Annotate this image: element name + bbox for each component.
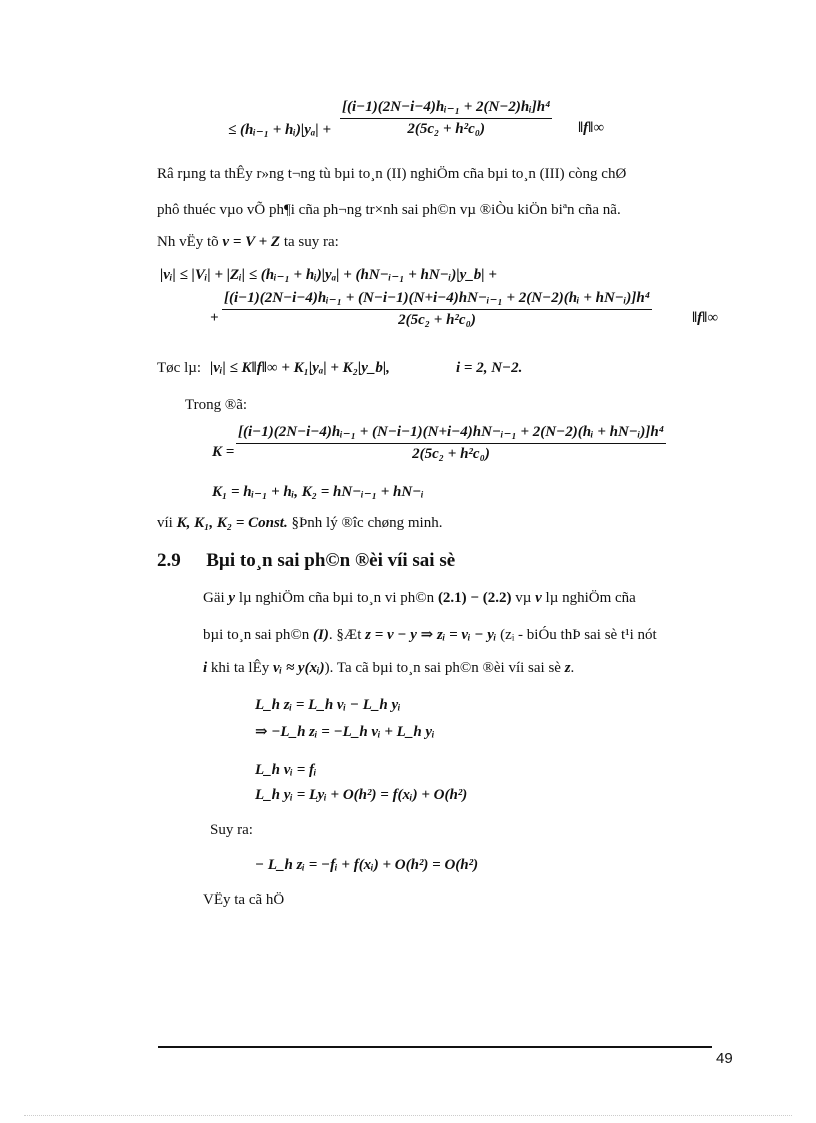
voi-math: K, K₁, K₂ = Const. [176,515,288,531]
p3-l1-f: v [535,590,542,606]
p3-l2-a: bµi to¸n sai ph©n [203,627,310,643]
eq-block-line4: L_h yᵢ = Lyᵢ + O(h²) = f(xᵢ) + O(h²) [255,787,468,803]
eq-ineq-numerator: [(i−1)(2N−i−4)hᵢ₋₁ + (N−i−1)(N+i−4)hN−ᵢ₋₁ + 2(N−2)(hᵢ + hN−ᵢ)]h⁴ [222,288,652,310]
p3-l3-d: ). Ta cã bµi to¸n sai ph©n ®èi víi sai sè [324,660,561,676]
p3-l3-e: z [564,660,571,676]
section-heading [157,550,455,572]
eq-top-numerator: [(i−1)(2N−i−4)hᵢ₋₁ + 2(N−2)hᵢ]h⁴ [340,97,552,119]
eq-k-numerator: [(i−1)(2N−i−4)hᵢ₋₁ + (N−i−1)(N+i−4)hN−ᵢ₋₁ + 2(N−2)(hᵢ + hN−ᵢ)]h⁴ [236,422,666,444]
page-bottom-border [24,1115,792,1116]
p3-l2-c: . §Æt [328,627,362,643]
p3-l2-d: z = v − y ⇒ zᵢ = vᵢ − yᵢ [365,627,497,643]
para1-line1: Râ rµng ta thÊy r»ng t¬ng tù bµi to¸n (II) nghiÖm cña bµi to¸n (III) còng chØ [157,166,627,182]
eq-k-fraction [236,422,666,463]
eq-top-norm: ‖f‖∞ [578,120,605,136]
p3-l3-c: vᵢ ≈ y(xᵢ) [273,660,325,676]
voi-line [157,515,442,532]
p3-l1-g: lµ nghiÖm cña [545,590,636,606]
vay-ta: VËy ta cã hÖ [203,892,285,908]
p3-line1 [203,590,636,607]
tuc-la-math: |vᵢ| ≤ K‖f‖∞ + K₁|yₐ| + K₂|y_b|, [210,360,390,376]
p3-l1-d: (2.1) − (2.2) [437,590,512,606]
eq-k-lhs: K = [212,444,235,460]
p3-line3 [203,660,574,677]
eq-block-line3: L_h vᵢ = fᵢ [255,762,317,778]
eq-k1-k2: K₁ = hᵢ₋₁ + hᵢ, K₂ = hN−ᵢ₋₁ + hN−ᵢ [212,484,424,500]
eq-ineq-fraction [222,288,652,329]
eq-top-fraction [340,97,552,138]
voi-prefix: víi [157,515,173,531]
p3-l2-b: (I) [313,627,329,643]
tuc-la-label: Tøc lµ: [157,360,202,376]
p3-l3-a: i [203,660,208,676]
eq-ineq-line1: |vᵢ| ≤ |Vᵢ| + |Zᵢ| ≤ (hᵢ₋₁ + hᵢ)|yₐ| + (hN−ᵢ₋₁ + hN−ᵢ)|y_b| + [160,267,497,283]
eq-final: − L_h zᵢ = −fᵢ + f(xᵢ) + O(h²) = O(h²) [255,857,479,873]
para2 [157,234,339,251]
eq-block-line1: L_h zᵢ = L_h vᵢ − L_h yᵢ [255,697,401,713]
para2-prefix: Nh vËy tõ [157,234,219,250]
para2-math: v = V + Z [222,234,281,250]
section-title: Bµi to¸n sai ph©n ®èi víi sai sè [206,550,456,571]
voi-suffix: §Þnh lý ®îc chøng minh. [291,515,443,531]
p3-l2-e: (zᵢ - biÓu thÞ sai sè t¹i nót [500,627,657,643]
eq-top-denominator: 2(5c₂ + h²c₀) [407,121,485,137]
p3-l3-f: . [570,660,575,676]
eq-ineq-plus: + [210,310,219,326]
eq-ineq-denominator: 2(5c₂ + h²c₀) [398,312,476,328]
eq-ineq-norm: ‖f‖∞ [692,310,719,326]
p3-l1-e: vµ [515,590,532,606]
page-number: 49 [716,1050,733,1067]
p3-l1-a: Gäi [203,590,225,606]
p3-line2 [203,625,657,644]
p3-l1-c: lµ nghiÖm cña bµi to¸n vi ph©n [238,590,435,606]
eq-top-lhs: ≤ (hᵢ₋₁ + hᵢ)|yₐ| + [228,122,331,138]
section-number: 2.9 [157,550,181,571]
eq-block-line2: ⇒ −L_h zᵢ = −L_h vᵢ + L_h yᵢ [255,724,435,740]
footer-rule [158,1046,712,1048]
eq-k-denominator: 2(5c₂ + h²c₀) [412,446,490,462]
trong-do: Trong ®ã: [185,397,248,413]
p3-l3-b: khi ta lÊy [210,660,270,676]
para1-line2: phô thuéc vµo vÕ ph¶i cña ph¬ng tr×nh sai ph©n vµ ®iÒu kiÖn biªn cña nã. [157,202,621,218]
suy-ra: Suy ra: [210,822,253,838]
tuc-la-range: i = 2, N−2. [456,360,523,376]
p3-l1-b: y [228,590,236,606]
para2-suffix: ta suy ra: [283,234,339,250]
